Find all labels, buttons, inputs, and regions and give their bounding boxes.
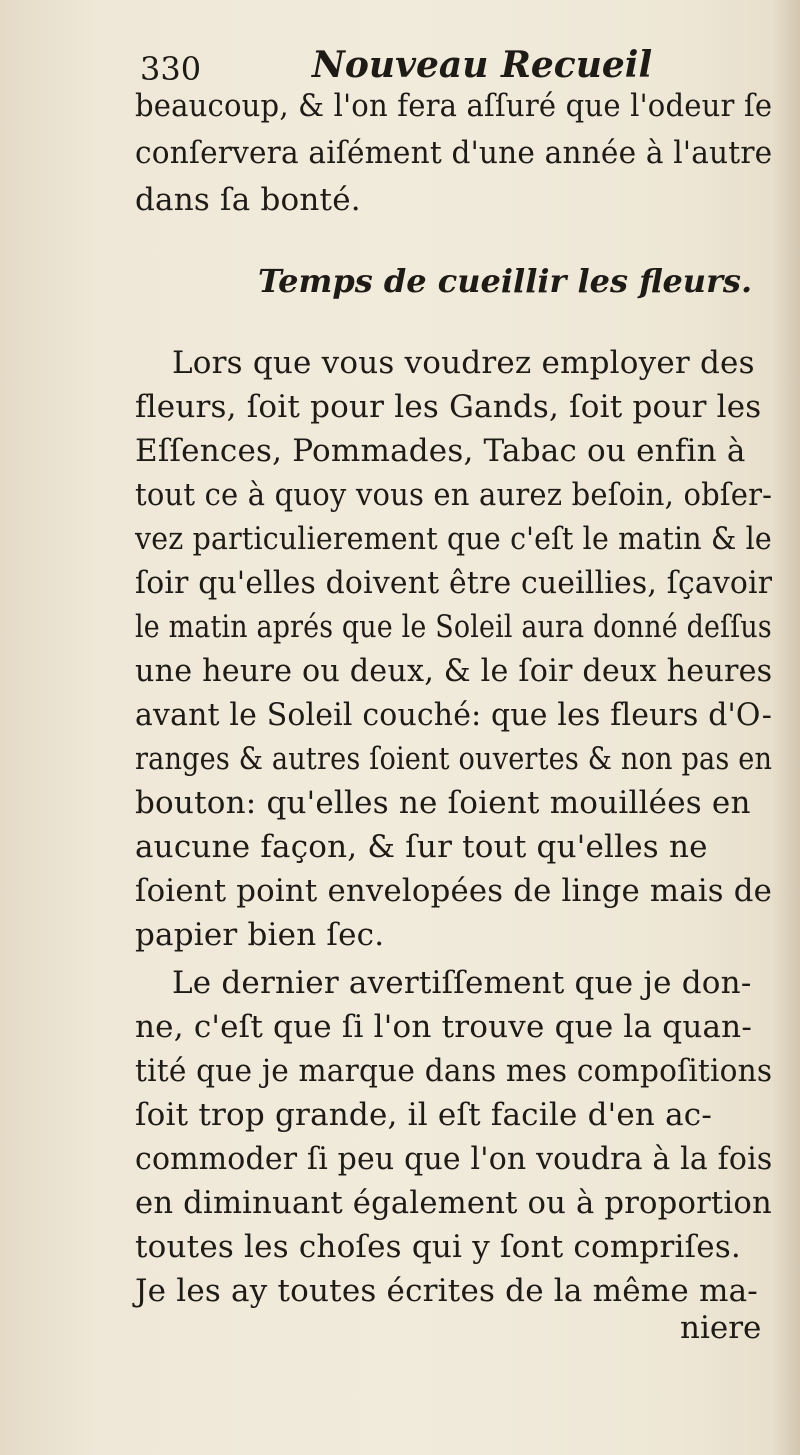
text-line: ſoir qu'elles doivent être cueillies, ſçavoir	[135, 565, 773, 601]
catchword: niere	[680, 1310, 762, 1346]
text-line: tout ce à quoy vous en aurez beſoin, obſer-	[135, 477, 773, 513]
text-line: Le dernier avertiſſement que je don-	[172, 965, 752, 1001]
text-line: conſervera aiſément d'une année à l'autre	[135, 135, 773, 171]
text-line: tité que je marque dans mes compoſitions	[135, 1053, 773, 1089]
text-line: aucune façon, & ſur tout qu'elles ne	[135, 829, 708, 865]
text-line: papier bien ſec.	[135, 917, 385, 953]
text-line: bouton: qu'elles ne ſoient mouillées en	[135, 785, 751, 821]
running-title: Nouveau Recueil	[312, 44, 653, 86]
text-line: beaucoup, & l'on fera aſſuré que l'odeur ſe	[135, 88, 773, 124]
text-line: ne, c'eſt que ſi l'on trouve que la quan-	[135, 1009, 753, 1045]
text-line: fleurs, ſoit pour les Gands, ſoit pour les	[135, 389, 762, 425]
section-title: Temps de cueillir les fleurs.	[258, 262, 753, 300]
text-line: ſoit trop grande, il eſt facile d'en ac-	[135, 1097, 713, 1133]
text-line: une heure ou deux, & le ſoir deux heures	[135, 653, 773, 689]
text-line: le matin aprés que le Soleil aura donné deſſus	[135, 609, 772, 645]
text-line: en diminuant également ou à proportion	[135, 1185, 772, 1221]
text-line: ſoient point envelopées de linge mais de	[135, 873, 773, 909]
page-edge-shadow	[772, 0, 800, 1455]
page-number: 330	[140, 50, 202, 88]
text-line: toutes les choſes qui y ſont compriſes.	[135, 1229, 741, 1265]
text-line: dans ſa bonté.	[135, 182, 361, 218]
text-line: avant le Soleil couché: que les fleurs d'O-	[135, 697, 772, 733]
text-line: commoder ſi peu que l'on voudra à la fois	[135, 1141, 773, 1177]
text-line: Je les ay toutes écrites de la même ma-	[135, 1273, 758, 1309]
text-line: Lors que vous voudrez employer des	[172, 345, 755, 381]
text-line: ranges & autres ſoient ouvertes & non pas en	[135, 741, 773, 777]
text-line: vez particulierement que c'eſt le matin & le	[135, 521, 772, 557]
text-line: Eſſences, Pommades, Tabac ou enfin à	[135, 433, 746, 469]
